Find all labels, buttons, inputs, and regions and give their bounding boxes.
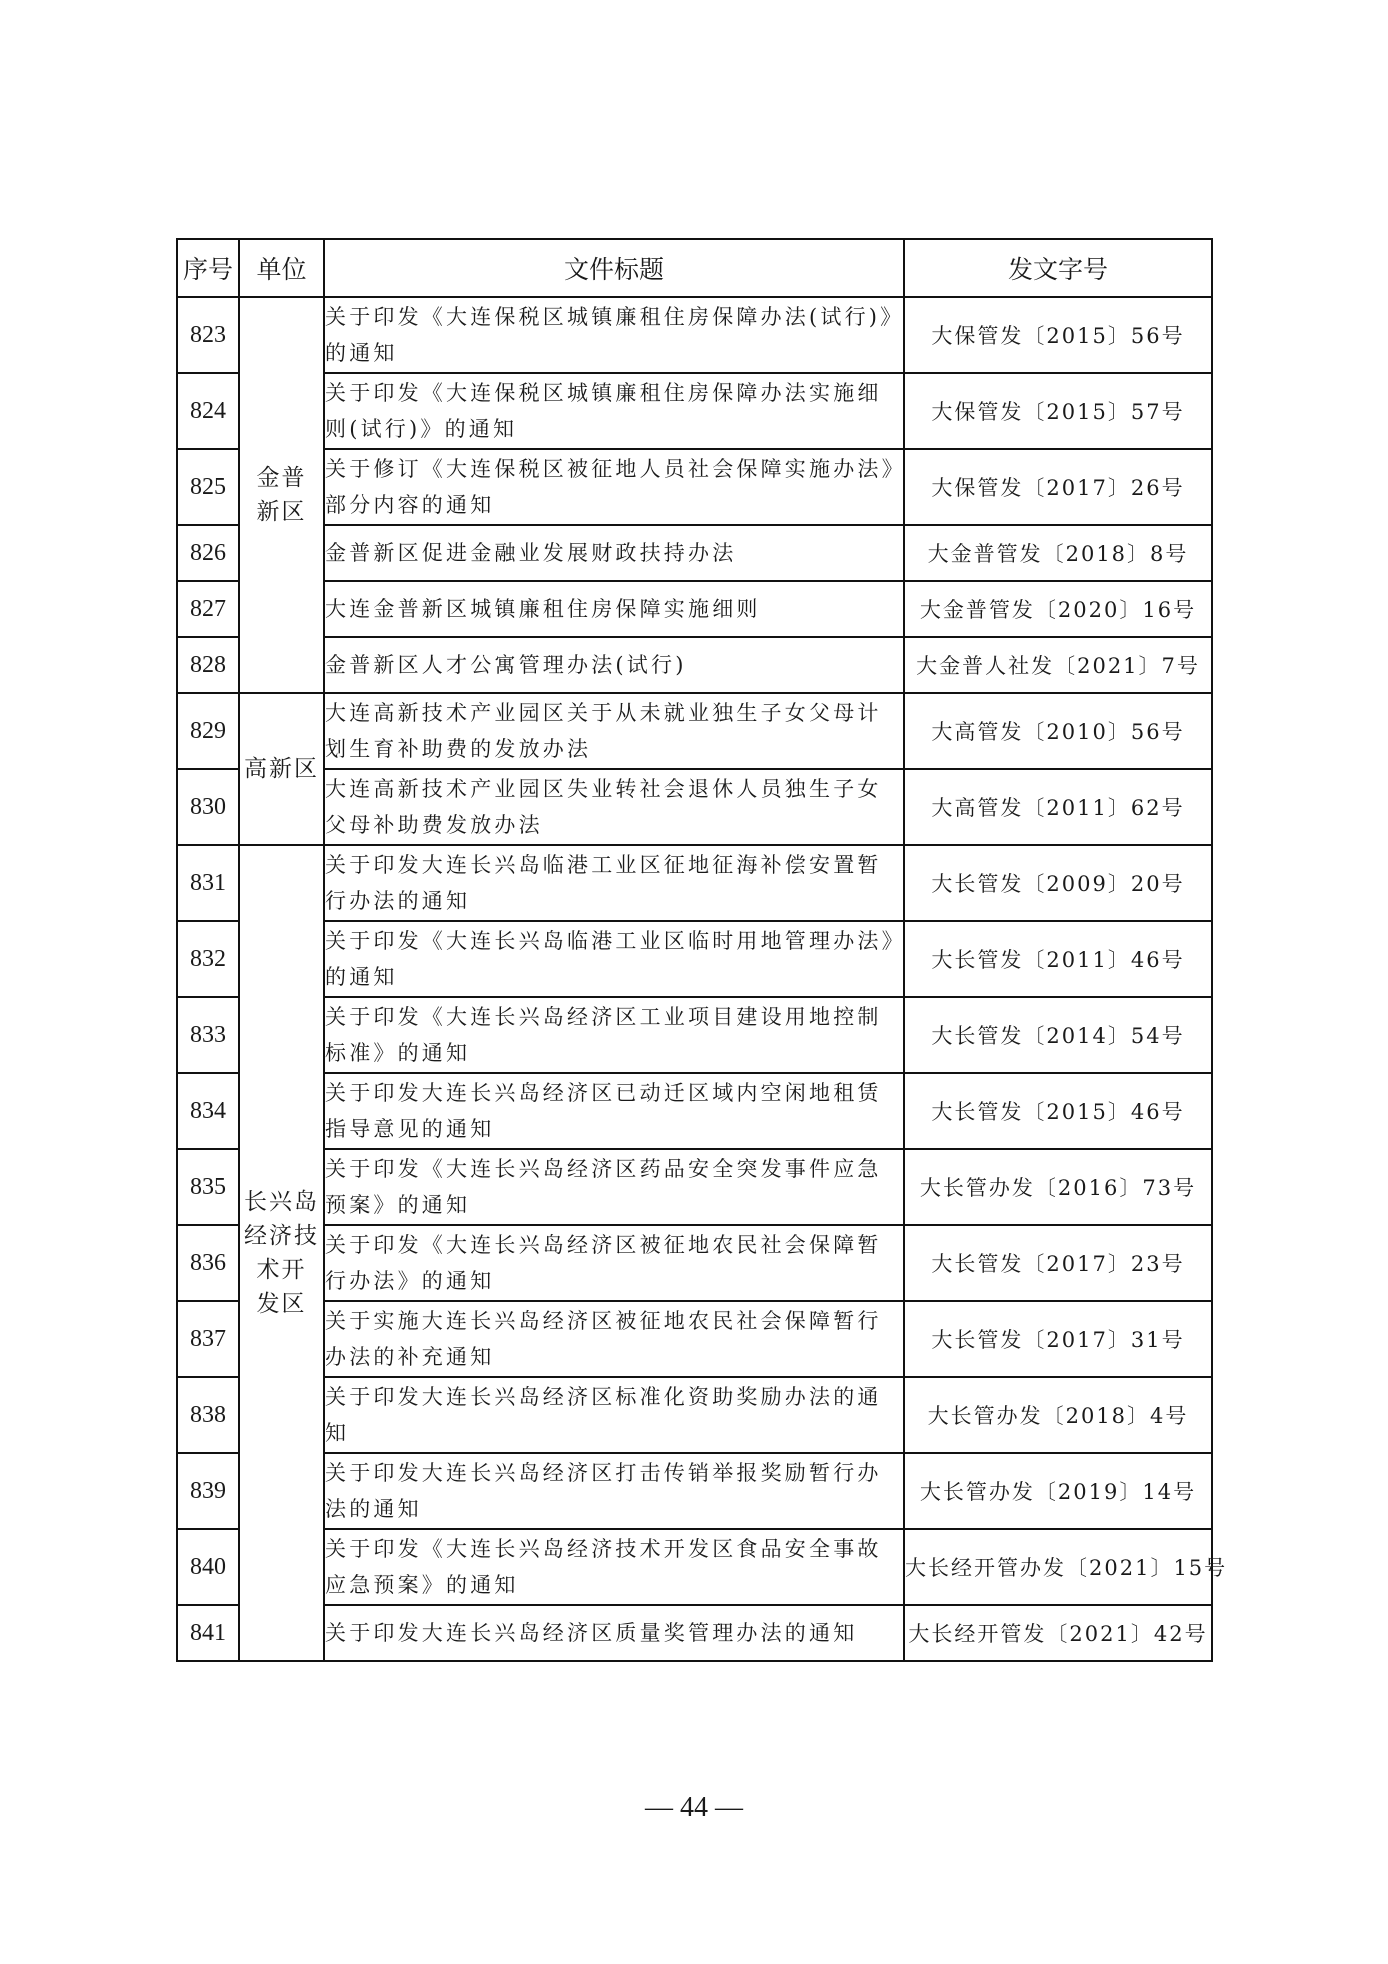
row-index: 828 bbox=[177, 637, 239, 693]
row-title: 关于印发《大连保税区城镇廉租住房保障办法实施细则(试行)》的通知 bbox=[324, 373, 904, 449]
row-doc-number: 大长管办发〔2016〕73号 bbox=[904, 1149, 1212, 1225]
row-doc-number: 大保管发〔2017〕26号 bbox=[904, 449, 1212, 525]
table-row bbox=[177, 297, 1212, 373]
row-doc-number: 大长管办发〔2019〕14号 bbox=[904, 1453, 1212, 1529]
row-doc-number: 大长管发〔2011〕46号 bbox=[904, 921, 1212, 997]
row-doc-number: 大金普管发〔2018〕8号 bbox=[904, 525, 1212, 581]
row-doc-number: 大高管发〔2010〕56号 bbox=[904, 693, 1212, 769]
row-title: 关于印发《大连保税区城镇廉租住房保障办法(试行)》的通知 bbox=[324, 297, 904, 373]
unit-cell-changxingdao bbox=[239, 845, 324, 1661]
row-index: 832 bbox=[177, 921, 239, 997]
row-title: 关于印发大连长兴岛经济区已动迁区域内空闲地租赁指导意见的通知 bbox=[324, 1073, 904, 1149]
unit-cell-gaoxin bbox=[239, 693, 324, 845]
row-index: 835 bbox=[177, 1149, 239, 1225]
row-title: 金普新区人才公寓管理办法(试行) bbox=[324, 637, 904, 693]
row-title: 关于印发《大连长兴岛临港工业区临时用地管理办法》的通知 bbox=[324, 921, 904, 997]
row-doc-number: 大长经开管办发〔2021〕15号 bbox=[904, 1529, 1212, 1605]
row-index: 829 bbox=[177, 693, 239, 769]
table-row bbox=[177, 693, 1212, 769]
row-doc-number: 大金普人社发〔2021〕7号 bbox=[904, 637, 1212, 693]
row-index: 838 bbox=[177, 1377, 239, 1453]
table-row bbox=[177, 1225, 1212, 1301]
row-doc-number: 大长管发〔2017〕31号 bbox=[904, 1301, 1212, 1377]
unit-line: 长兴岛 bbox=[244, 1189, 319, 1215]
row-index: 830 bbox=[177, 769, 239, 845]
table-row bbox=[177, 1453, 1212, 1529]
row-index: 841 bbox=[177, 1605, 239, 1661]
row-index: 840 bbox=[177, 1529, 239, 1605]
row-title: 关于印发大连长兴岛经济区标准化资助奖励办法的通知 bbox=[324, 1377, 904, 1453]
row-index: 831 bbox=[177, 845, 239, 921]
row-title: 关于修订《大连保税区被征地人员社会保障实施办法》部分内容的通知 bbox=[324, 449, 904, 525]
row-doc-number: 大长管办发〔2018〕4号 bbox=[904, 1377, 1212, 1453]
row-index: 833 bbox=[177, 997, 239, 1073]
unit-line: 金普 bbox=[256, 465, 307, 491]
row-title: 关于印发《大连长兴岛经济技术开发区食品安全事故应急预案》的通知 bbox=[324, 1529, 904, 1605]
table-row bbox=[177, 1377, 1212, 1453]
row-title: 关于印发《大连长兴岛经济区被征地农民社会保障暂行办法》的通知 bbox=[324, 1225, 904, 1301]
row-doc-number: 大长管发〔2017〕23号 bbox=[904, 1225, 1212, 1301]
row-title: 关于实施大连长兴岛经济区被征地农民社会保障暂行办法的补充通知 bbox=[324, 1301, 904, 1377]
table-row bbox=[177, 997, 1212, 1073]
table-row bbox=[177, 525, 1212, 581]
unit-line: 经济技 bbox=[244, 1223, 319, 1249]
document-list-table bbox=[176, 238, 1228, 1662]
row-doc-number: 大长管发〔2009〕20号 bbox=[904, 845, 1212, 921]
table-row bbox=[177, 845, 1212, 921]
row-doc-number: 大长管发〔2015〕46号 bbox=[904, 1073, 1212, 1149]
header-title: 文件标题 bbox=[324, 239, 904, 297]
row-index: 836 bbox=[177, 1225, 239, 1301]
unit-line: 术开 bbox=[256, 1257, 307, 1283]
page-number: — 44 — bbox=[645, 1792, 743, 1823]
unit-line: 发区 bbox=[256, 1291, 307, 1317]
row-doc-number: 大高管发〔2011〕62号 bbox=[904, 769, 1212, 845]
table-row bbox=[177, 637, 1212, 693]
unit-cell-jinpu bbox=[239, 297, 324, 693]
row-doc-number: 大金普管发〔2020〕16号 bbox=[904, 581, 1212, 637]
table-row bbox=[177, 449, 1212, 525]
table-row bbox=[177, 1149, 1212, 1225]
row-index: 823 bbox=[177, 297, 239, 373]
table-row bbox=[177, 921, 1212, 997]
row-title: 大连金普新区城镇廉租住房保障实施细则 bbox=[324, 581, 904, 637]
table-row bbox=[177, 769, 1212, 845]
unit-line: 高新区 bbox=[244, 756, 319, 782]
table-row bbox=[177, 1301, 1212, 1377]
row-index: 839 bbox=[177, 1453, 239, 1529]
row-title: 关于印发大连长兴岛临港工业区征地征海补偿安置暂行办法的通知 bbox=[324, 845, 904, 921]
row-title: 金普新区促进金融业发展财政扶持办法 bbox=[324, 525, 904, 581]
row-title: 大连高新技术产业园区失业转社会退休人员独生子女父母补助费发放办法 bbox=[324, 769, 904, 845]
table-header-row bbox=[177, 239, 1212, 297]
row-doc-number: 大长经开管发〔2021〕42号 bbox=[904, 1605, 1212, 1661]
row-doc-number: 大保管发〔2015〕57号 bbox=[904, 373, 1212, 449]
row-index: 826 bbox=[177, 525, 239, 581]
row-index: 827 bbox=[177, 581, 239, 637]
row-index: 837 bbox=[177, 1301, 239, 1377]
row-doc-number: 大保管发〔2015〕56号 bbox=[904, 297, 1212, 373]
header-index: 序号 bbox=[177, 239, 239, 297]
row-index: 834 bbox=[177, 1073, 239, 1149]
header-doc-number: 发文字号 bbox=[904, 239, 1212, 297]
row-title: 关于印发大连长兴岛经济区打击传销举报奖励暂行办法的通知 bbox=[324, 1453, 904, 1529]
table-row bbox=[177, 581, 1212, 637]
header-unit: 单位 bbox=[239, 239, 324, 297]
table-row bbox=[177, 1605, 1212, 1661]
row-index: 825 bbox=[177, 449, 239, 525]
row-index: 824 bbox=[177, 373, 239, 449]
row-doc-number: 大长管发〔2014〕54号 bbox=[904, 997, 1212, 1073]
unit-line: 新区 bbox=[256, 499, 307, 525]
table-row bbox=[177, 1073, 1212, 1149]
row-title: 大连高新技术产业园区关于从未就业独生子女父母计划生育补助费的发放办法 bbox=[324, 693, 904, 769]
row-title: 关于印发《大连长兴岛经济区工业项目建设用地控制标准》的通知 bbox=[324, 997, 904, 1073]
table-row bbox=[177, 373, 1212, 449]
row-title: 关于印发大连长兴岛经济区质量奖管理办法的通知 bbox=[324, 1605, 904, 1661]
table-row bbox=[177, 1529, 1212, 1605]
row-title: 关于印发《大连长兴岛经济区药品安全突发事件应急预案》的通知 bbox=[324, 1149, 904, 1225]
